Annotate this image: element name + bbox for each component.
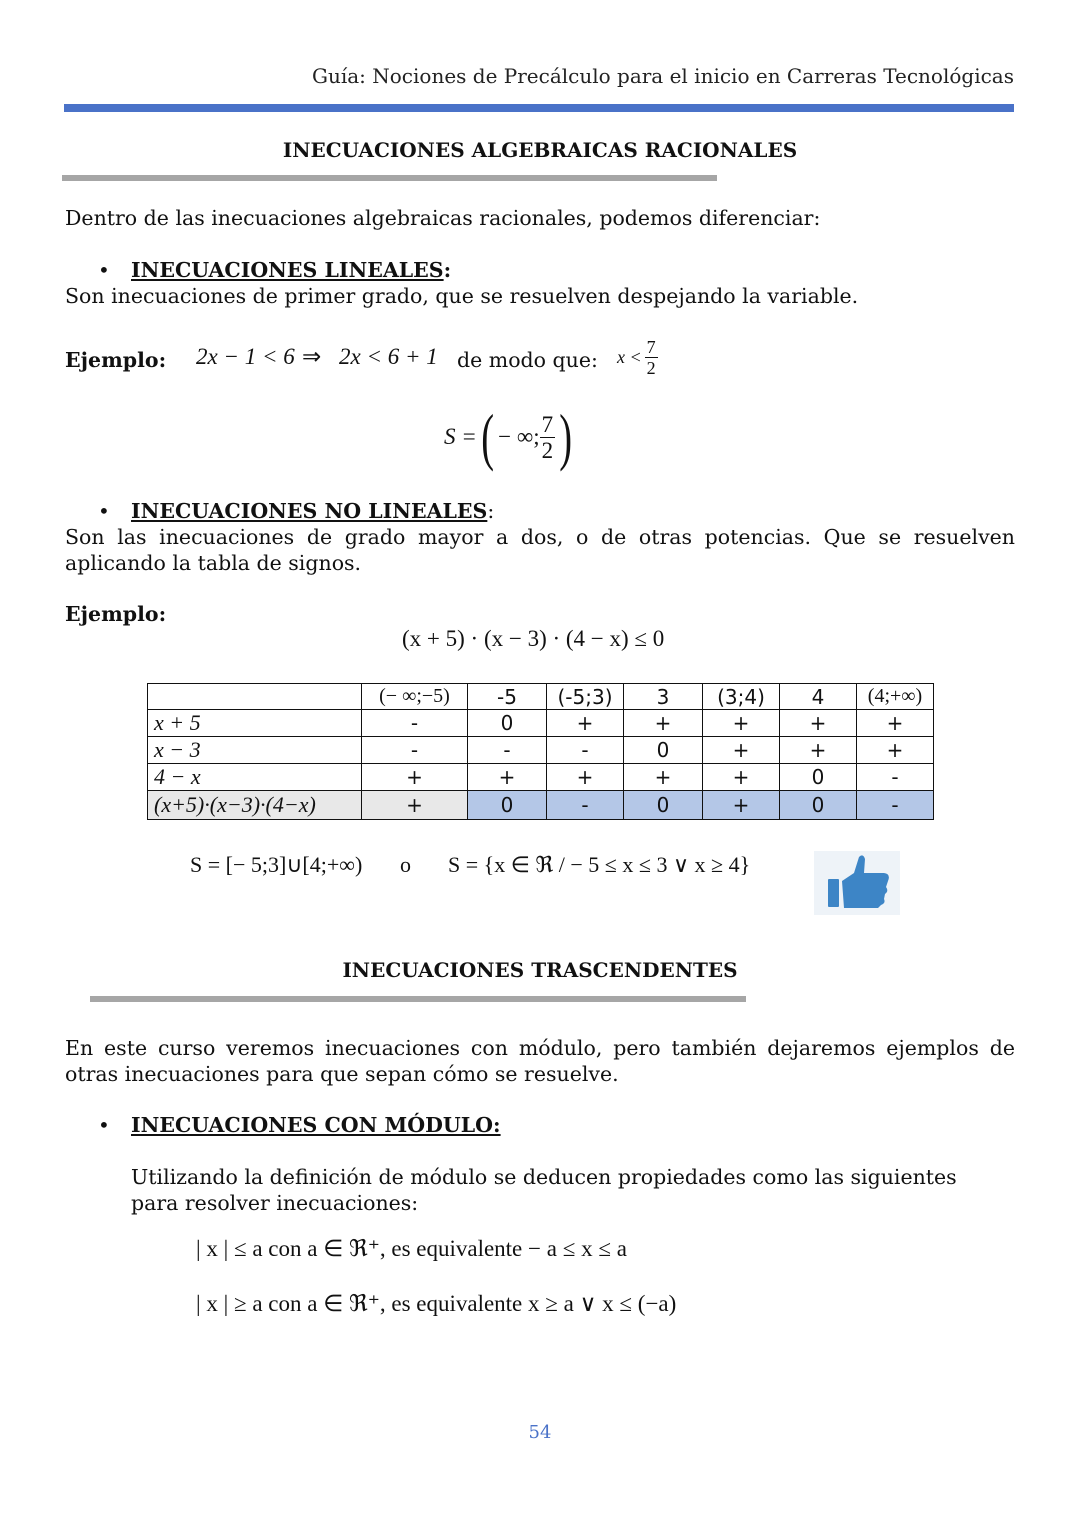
bullet-no-lineales: • (98, 499, 110, 523)
heading-modulo-wrap (131, 1112, 501, 1138)
section-rule-trascendentes (90, 996, 746, 1002)
bullet-lineales: • (98, 258, 110, 282)
sign-cell: 0 (780, 791, 857, 820)
result-frac-den: 2 (646, 358, 656, 378)
sign-table-header (148, 684, 934, 710)
sign-cell: + (857, 737, 934, 764)
section-title-trascendentes: INECUACIONES TRASCENDENTES (342, 958, 738, 982)
sign-cell: + (468, 764, 547, 791)
intro-trascendentes: En este curso veremos inecuaciones con módulo, pero también dejaremos ejemplos de otras inecuaciones para que sepan cómo se resuelve. (65, 1036, 1015, 1086)
sign-cell: + (780, 737, 857, 764)
connector-text: de modo que: (457, 348, 598, 372)
table-row (148, 710, 934, 737)
header-cell: (4;+∞) (857, 684, 934, 710)
sign-cell: - (362, 737, 468, 764)
sign-cell: - (362, 710, 468, 737)
heading-lineales: INECUACIONES LINEALES (131, 258, 444, 282)
sign-cell: + (780, 710, 857, 737)
eq-linear-2: 2x < 6 + 1 (339, 344, 438, 369)
sign-cell: - (468, 737, 547, 764)
heading-modulo: INECUACIONES CON MÓDULO: (131, 1113, 501, 1137)
sign-cell: - (857, 764, 934, 791)
intro-racionales: Dentro de las inecuaciones algebraicas racionales, podemos diferenciar: (65, 206, 821, 230)
table-row (148, 737, 934, 764)
sign-cell: + (624, 764, 703, 791)
sign-cell: + (547, 764, 624, 791)
header-cell: 3 (624, 684, 703, 710)
set-frac-num: 7 (541, 411, 554, 437)
solution-interval: S = [− 5;3]∪[4;+∞) (190, 852, 363, 877)
open-paren: ( (481, 401, 494, 472)
row-label: x − 3 (148, 737, 362, 764)
sign-cell: + (857, 710, 934, 737)
sign-cell: + (547, 710, 624, 737)
sign-cell: - (857, 791, 934, 820)
sign-cell: + (362, 764, 468, 791)
sign-cell: + (703, 737, 780, 764)
header-cell: (3;4) (703, 684, 780, 710)
eq-linear-1: 2x − 1 < 6 (196, 344, 295, 369)
row-label: (x+5)·(x−3)·(4−x) (148, 791, 362, 820)
header-cell: 4 (780, 684, 857, 710)
sign-cell: - (547, 791, 624, 820)
header-cell: (-5;3) (547, 684, 624, 710)
implies-symbol: ⇒ (302, 344, 322, 369)
sign-cell: 0 (468, 791, 547, 820)
header-cell-empty (148, 684, 362, 710)
heading-no-lineales-colon: : (487, 499, 495, 523)
section-rule-racionales (62, 175, 717, 181)
heading-lineales-wrap (131, 257, 451, 283)
solution-set-linear (444, 401, 576, 472)
sign-cell: + (703, 764, 780, 791)
example-label-no-lineales: Ejemplo: (65, 602, 167, 626)
desc-modulo: Utilizando la definición de módulo se deducen propiedades como las siguientes para resolver inecuaciones: (131, 1165, 957, 1215)
row-label: 4 − x (148, 764, 362, 791)
solution-set-builder: S = {x ∈ ℜ / − 5 ≤ x ≤ 3 ∨ x ≥ 4} (448, 852, 751, 877)
sign-cell: 0 (780, 764, 857, 791)
example-label-lineales: Ejemplo: (65, 348, 167, 372)
sign-cell: + (703, 710, 780, 737)
section-title-racionales: INECUACIONES ALGEBRAICAS RACIONALES (282, 138, 798, 162)
thumbs-up-icon (814, 851, 900, 915)
result-frac-num: 7 (646, 337, 656, 357)
set-lhs: S = (444, 424, 477, 449)
heading-lineales-colon: : (443, 258, 452, 282)
thumbs-up-icon-svg (814, 851, 900, 915)
desc-lineales: Son inecuaciones de primer grado, que se resuelven despejando la variable. (65, 284, 859, 308)
page-number: 54 (528, 1422, 552, 1443)
header-rule (64, 104, 1014, 112)
property-2: | x | ≥ a con a ∈ ℜ⁺, es equivalente x ≥ a ∨ x ≤ (−a) (196, 1291, 677, 1316)
sign-cell: + (703, 791, 780, 820)
result-linear (617, 338, 658, 377)
table-row (148, 764, 934, 791)
solution-or: o (400, 852, 411, 877)
sign-cell: + (362, 791, 468, 820)
row-label: x + 5 (148, 710, 362, 737)
sign-cell: - (547, 737, 624, 764)
header-cell: -5 (468, 684, 547, 710)
set-frac-den: 2 (541, 437, 554, 463)
sign-cell: 0 (624, 737, 703, 764)
close-paren: ) (559, 401, 573, 472)
heading-no-lineales: INECUACIONES NO LINEALES (131, 499, 488, 523)
header-cell: (− ∞;−5) (362, 684, 468, 710)
property-1: | x | ≤ a con a ∈ ℜ⁺, es equivalente − a ≤ x ≤ a (196, 1236, 627, 1261)
result-fraction (645, 338, 658, 377)
heading-no-lineales-wrap (131, 498, 494, 524)
inequality-no-lineal: (x + 5) · (x − 3) · (4 − x) ≤ 0 (402, 626, 665, 651)
desc-no-lineales: Son las inecuaciones de grado mayor a dos, o de otras potencias. Que se resuelven aplicando la tabla de signos. (65, 525, 1015, 575)
sign-cell: 0 (624, 791, 703, 820)
set-fraction (540, 413, 556, 462)
bullet-modulo: • (98, 1113, 110, 1137)
sign-cell: + (624, 710, 703, 737)
sign-table (147, 683, 934, 820)
page-header: Guía: Nociones de Precálculo para el inicio en Carreras Tecnológicas (311, 64, 1014, 88)
result-lhs: x < (617, 347, 642, 367)
set-interval: − ∞; (498, 424, 540, 449)
table-row-product (148, 791, 934, 820)
sign-cell: 0 (468, 710, 547, 737)
